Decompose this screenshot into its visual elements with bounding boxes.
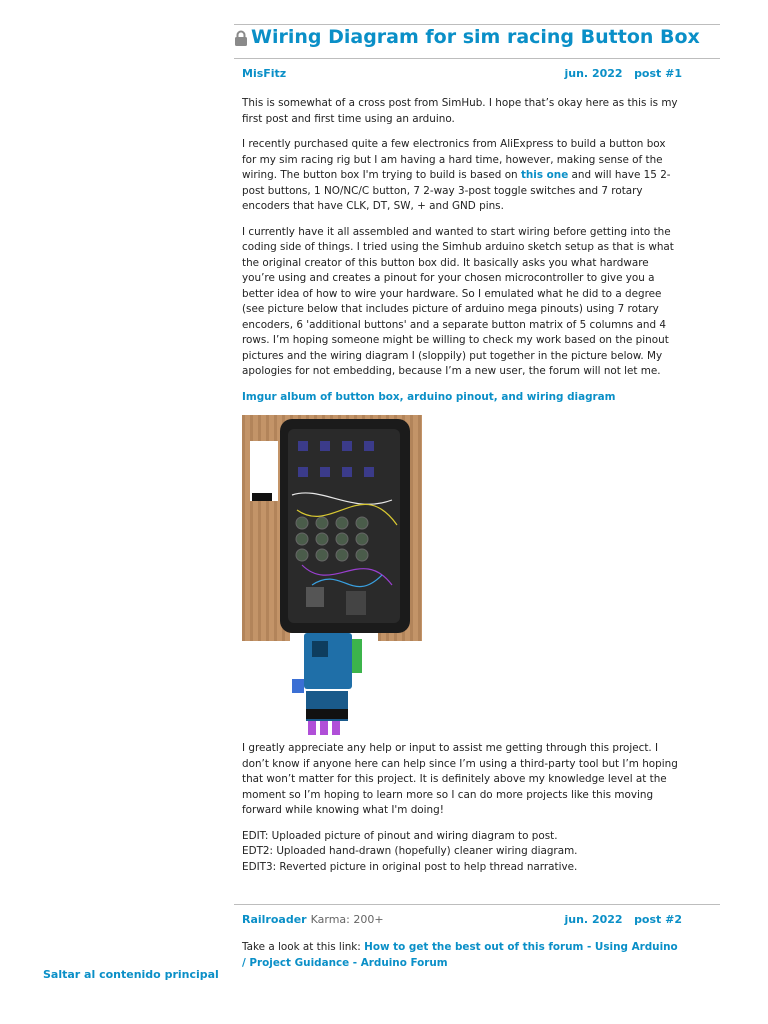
imgur-album-link[interactable]: Imgur album of button box, arduino pinout, and wiring diagram xyxy=(242,390,616,403)
author-link[interactable]: Railroader xyxy=(242,913,307,926)
lock-icon xyxy=(234,30,248,46)
post-divider xyxy=(234,904,720,905)
post-date-link[interactable]: jun. 2022 xyxy=(564,67,623,80)
post-paragraph: I greatly appreciate any help or input to assist me getting through this project. I don’t know if anyone here can help since I’m using a third-party tool but I’m hoping that won’t matter for this project. It is definitely above my knowledge level at the moment so I’m hoping to learn more so I can do more projects like this moving forward while knowing what I'm doing! xyxy=(242,742,678,816)
post-body xyxy=(242,940,682,971)
album-paragraph xyxy=(242,390,682,406)
post-paragraph: I currently have it all assembled and wanted to start wiring before getting into the coding side of things. I tried using the Simhub arduino sketch setup as that is what the original creator of this button box did. It basically asks you what hardware you’re using and creates a pinout for your chosen microcontroller to give you a better idea of how to wire your hardware. So I emulated what he did to a degree (see picture below that includes picture of arduino mega pinouts) using 7 rotary encoders, 6 'additional buttons' and a separate button matrix of 5 columns and 4 rows. I’m hoping someone might be willing to check my work based on the pinout pictures and the wiring diagram I (sloppily) put together in the picture below. My apologies for not embedding, because I’m a new user, the forum will not let me. xyxy=(242,225,674,377)
wiring-photo-preview[interactable] xyxy=(242,415,422,643)
post-paragraph: This is somewhat of a cross post from SimHub. I hope that’s okay here as this is my first post and first time using an arduino. xyxy=(242,97,678,125)
author-link[interactable]: MisFitz xyxy=(242,67,287,80)
post-2 xyxy=(242,913,682,981)
this-one-link[interactable]: this one xyxy=(520,169,569,181)
post-number-link[interactable]: post #1 xyxy=(634,67,682,80)
skip-to-content-link[interactable]: Saltar al contenido principal xyxy=(43,968,219,981)
topic-header xyxy=(234,24,720,59)
forum-guide-link[interactable]: How to get the best out of this forum - Using Arduino / Project Guidance - Arduino Forum xyxy=(242,941,678,969)
edit-note: EDIT3: Reverted picture in original post to help thread narrative. xyxy=(242,860,578,873)
post-paragraph: Take a look at this link: How to get the best out of this forum - Using Arduino / Project Guidance - Arduino Forum xyxy=(242,941,678,969)
topic-title[interactable]: Wiring Diagram for sim racing Button Box xyxy=(251,26,700,48)
arduino-mega-pinout-image[interactable] xyxy=(290,633,378,743)
post-1 xyxy=(242,67,682,875)
karma-label: Karma: 200+ xyxy=(310,913,384,926)
post-meta xyxy=(242,913,682,931)
edit-note: EDIT: Uploaded picture of pinout and wiring diagram to post. xyxy=(242,829,558,842)
post-meta xyxy=(242,67,682,85)
post-date-link[interactable]: jun. 2022 xyxy=(564,913,623,926)
post-number-link[interactable]: post #2 xyxy=(634,913,682,926)
edit-note: EDT2: Uploaded hand-drawn (hopefully) cleaner wiring diagram. xyxy=(242,845,578,857)
post-body xyxy=(242,96,682,875)
post-paragraph: I recently purchased quite a few electronics from AliExpress to build a button box for my sim racing rig but I am having a hard time, however, making sense of the wiring. The button box I'm trying to build is based on this one and will have 15 2-post buttons, 1 NO/NC/C button, 7 2-way 3-post toggle switches and 7 rotary encoders that have CLK, DT, SW, + and GND pins. xyxy=(242,138,671,212)
button-box-photo[interactable] xyxy=(242,415,422,641)
